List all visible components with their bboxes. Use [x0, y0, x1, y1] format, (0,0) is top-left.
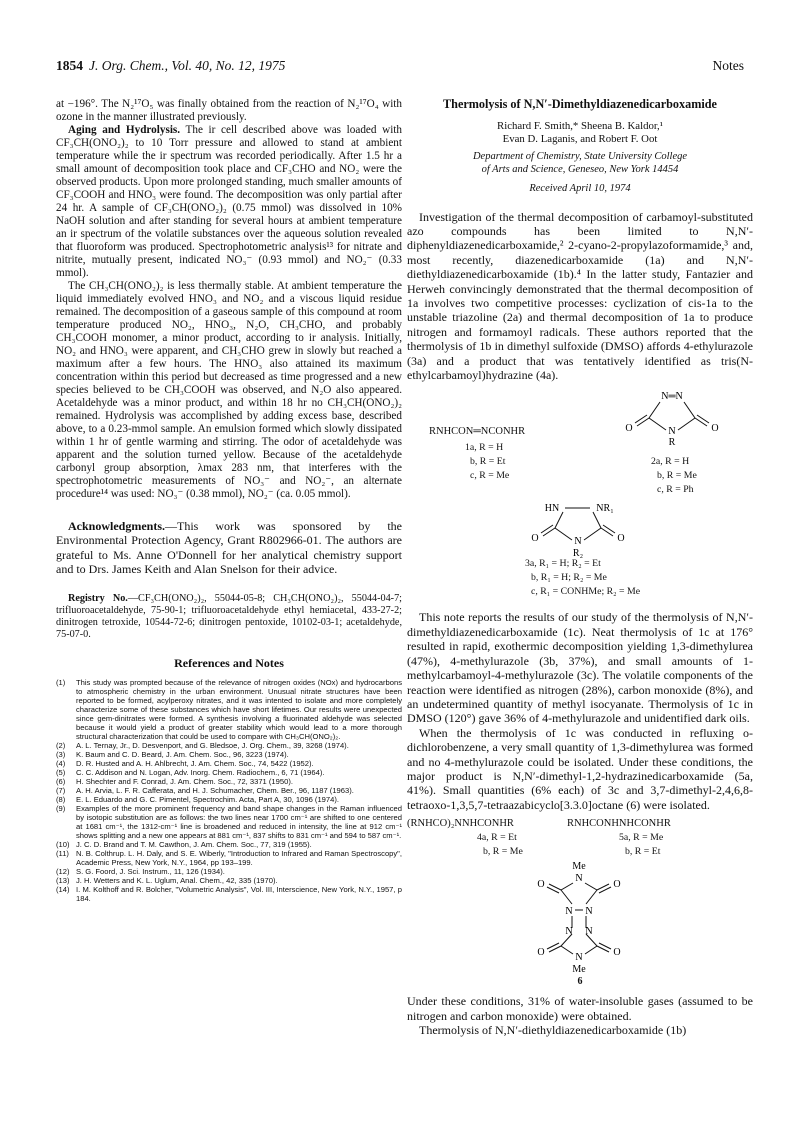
bicyclic-n-low-left: N [565, 926, 573, 938]
triazoline-nn: N═N [661, 391, 683, 403]
reference-number: (5) [56, 767, 66, 777]
bicyclic-o-bottom-left: O [537, 947, 545, 959]
aging-heading: Aging and Hydrolysis. [68, 124, 181, 136]
urazole-structure [525, 498, 635, 560]
bicyclic-n-bottom: N [575, 952, 583, 964]
reference-text: J. H. Wetters and K. L. Uglum, Anal. Chem., 42, 335 (1970). [76, 875, 278, 885]
reference-text: E. L. Eduardo and G. C. Pimentel, Spectrochim. Acta, Part A, 30, 1096 (1974). [76, 794, 339, 804]
triazoline-r: R [668, 437, 676, 449]
bicyclic-n-mid-right: N [585, 906, 593, 918]
reference-item [56, 849, 402, 867]
bicyclic-o-top-left: O [537, 879, 545, 891]
ack-heading: Acknowledgments. [68, 519, 166, 533]
registry-numbers [56, 593, 402, 642]
structures-4-6 [407, 818, 753, 976]
dichlorobenzene-paragraph: When the thermolysis of 1c was conducted in refluxing o-dichlorobenzene, a very small quantity of 1,3-dimethylurea was formed and no 4-methylurazole could be isolated. Under these conditions, the major product is N,N′-dimethyl-1,2-hydrazinedicarboxamide (5a, 41%). Small quantities (6% each) of 3c and 3,7-dimethyl-2,4,6,8-tetraoxo-1,3,5,7-tetraazabicyclo[3.3.0]octane (6) were isolated. [407, 725, 753, 812]
ack-text: —This work was sponsored by the Environmental Protection Agency, Grant R802966-01. The authors are grateful to Ms. Anne O'Donnell for her analytical chemistry support and to Drs. James Keith and Alan Snelson for their advice. [56, 519, 402, 577]
bicyclic-me-top: Me [572, 861, 586, 873]
reference-text: J. C. D. Brand and T. M. Cawthon, J. Am. Chem. Soc., 77, 319 (1955). [76, 839, 312, 849]
urazole-n: N [574, 536, 582, 548]
aging-text: The ir cell described above was loaded with CF₃CH(ONO₂)₂ to 10 Torr pressure and allowed to stand at ambient temperature while the ir spectrum was recorded periodically. After 1.5 hr a small amount of decomposition took place and CF₃CHO and NO₂ were the observed products. Upon more prolonged standing, much smaller amounts of CF₃COOH and HNO₃ were found. The decomposition was only partial after 24 hr. A sample of CF₃CH(ONO₂)₂ (0.75 mmol) was dissolved in 10% NaOH solution and after standing for several hours at ambient temperature an ir spectrum of the volatile substances over the aqueous solution revealed that fluoroform was produced. Spectrophotometric analysis¹³ for nitrate and nitrite, mutually present, indicated NO₃⁻ (0.93 mmol) and NO₂⁻ (0.33 mmol). [56, 124, 403, 279]
urazole-o-left: O [531, 533, 539, 545]
reference-text: A. H. Arvia, L. F. R. Cafferata, and H. J. Schumacher, Chem. Ber., 96, 1187 (1963). [76, 785, 354, 795]
gases-paragraph: Under these conditions, 31% of water-insoluble gases (assumed to be nitrogen and carbon monoxide) were obtained. [407, 994, 753, 1023]
reference-text: D. R. Husted and A. H. Ahlbrecht, J. Am. Chem. Soc., 74, 5422 (1952). [76, 758, 314, 768]
reference-item [56, 759, 402, 768]
authors-line-2: Evan D. Laganis, and Robert F. Oot [502, 132, 658, 145]
reference-item [56, 804, 402, 840]
reference-item [56, 867, 402, 876]
reference-number: (12) [56, 866, 70, 876]
reference-number: (13) [56, 875, 70, 885]
structures-1-3 [407, 386, 753, 596]
reference-item [56, 885, 402, 903]
journal-citation: J. Org. Chem., Vol. 40, No. 12, 1975 [89, 58, 286, 73]
triazoline-structure [617, 386, 727, 448]
reference-item [56, 840, 402, 849]
reference-item [56, 795, 402, 804]
reference-text: K. Baum and C. D. Beard, J. Am. Chem. Soc., 96, 3223 (1974). [76, 749, 289, 759]
reference-item [56, 741, 402, 750]
label-2c: c, R = Ph [657, 484, 694, 496]
urazole-hn: HN [544, 503, 560, 515]
reference-text: A. L. Ternay, Jr., D. Desvenport, and G. Bledsoe, J. Org. Chem., 39, 3268 (1974). [76, 740, 349, 750]
reference-number: (14) [56, 884, 70, 894]
left-column [56, 98, 402, 903]
label-4a: 4a, R = Et [477, 832, 517, 844]
label-5a: 5a, R = Me [619, 832, 664, 844]
reference-item [56, 786, 402, 795]
paragraph-aging [56, 124, 402, 280]
references-title: References and Notes [174, 656, 284, 671]
reference-number: (6) [56, 776, 66, 786]
reference-number: (1) [56, 677, 66, 687]
reference-number: (11) [56, 848, 69, 858]
reference-number: (10) [56, 839, 70, 849]
reference-text: This study was prompted because of the relevance of nitrogen oxides (NOx) and hydrocarbons to atmospheric chemistry in the urban environment. Unusual nitrate structures have been reported to be formed, acylperoxy nitrates, and it was intented to isolate and more completely characterize some of these substances which have short lifetimes. Our results were unexpected since gem-dinitrates were formed. A synthesis involving a fluorinated aldehyde was selected because it would yield a product of greater stability which would lead to a more thorough structural characterization that could be used to compare with CH₃CH(ONO₂)₂. [76, 677, 402, 741]
received-date: Received April 10, 1974 [529, 183, 631, 195]
right-column [407, 98, 753, 1038]
reference-text: I. M. Kolthoff and R. Bolcher, "Volumetric Analysis", Vol. III, Interscience, New York, N.Y., 1957, p 184. [76, 884, 402, 903]
bicyclic-n-low-right: N [585, 926, 593, 938]
intro-paragraph: Investigation of the thermal decomposition of carbamoyl-substituted azo compounds has been limited to N,N′-diphenyldiazenedicarboxamide,² 2-cyano-2-propylazoformamide,³ and, most recently, diazenedicarboxamide (1a) and N,N′-diethyldiazenedicarboxamide (1b).⁴ In the latter study, Fantazier and Herweh convincingly demonstrated that the thermal decomposition of 1a involves two competitive processes: cyclization of cis-1a to the unstable triazoline (2a) and thermal decomposition of 1a to produce nitrogen and formamoyl radicals. These authors reported that the thermolysis of 1b in dimethyl sulfoxide (DMSO) affords 4-ethylurazole (3a) and a product that was tentatively identified as tris(N-ethylcarbamoyl)hydrazine (4a). [407, 209, 753, 383]
label-3a: 3a, R₁ = H; R₂ = Et [525, 558, 601, 570]
reference-item [56, 777, 402, 786]
page-number: 1854 [56, 58, 83, 73]
reference-item [56, 876, 402, 885]
triazoline-o-right: O [711, 423, 719, 435]
formula-4: (RNHCO)₂NNHCONHR [407, 818, 514, 830]
bicyclic-n-mid-left: N [565, 906, 573, 918]
label-1b: b, R = Et [470, 456, 506, 468]
reference-text: S. G. Foord, J. Sci. Instrum., 11, 126 (1934). [76, 866, 225, 876]
reference-text: C. C. Addison and N. Logan, Adv. Inorg. Chem. Radiochem., 6, 71 (1964). [76, 767, 325, 777]
triazoline-o-left: O [625, 423, 633, 435]
bicyclic-n-top: N [575, 873, 583, 885]
label-1a: 1a, R = H [465, 442, 504, 454]
registry-text: —CF₃CH(ONO₂)₂, 55044-05-8; CH₃CH(ONO₂)₂, 55044-04-7; trifluoroacetaldehyde, 75-90-1; trifluoroacetaldehyde ethyl hemiacetal, 433-27-2; dinitrogen tetroxide, 10544-72-6; dinitrogen pentoxide, 10102-03-1; acetaldehyde, 75-07-0. [56, 592, 402, 641]
article-title: Thermolysis of N,N′-Dimethyldiazenedicarboxamide [443, 97, 717, 111]
label-1c: c, R = Me [470, 470, 510, 482]
reference-item [56, 678, 402, 741]
formula-1: RNHCON═NCONHR [429, 426, 526, 438]
reference-number: (2) [56, 740, 66, 750]
reference-item [56, 750, 402, 759]
authors-line-1: Richard F. Smith,* Sheena B. Kaldor,¹ [497, 120, 663, 133]
triazoline-n: N [668, 426, 676, 438]
reference-number: (3) [56, 749, 66, 759]
reference-text: N. B. Colthrup. L. H. Daly, and S. E. Wiberly, "Introduction to Infrared and Raman Spectroscopy", Academic Press, New York, N.Y., 1964, pp 193–199. [76, 848, 402, 867]
reference-item [56, 768, 402, 777]
bicyclic-o-bottom-right: O [613, 947, 621, 959]
reference-number: (8) [56, 794, 66, 804]
reference-text: H. Shechter and F. Conrad, J. Am. Chem. Soc., 72, 3371 (1950). [76, 776, 293, 786]
affiliation-line-1: Department of Chemistry, State University College [472, 151, 688, 163]
bicyclic-structure-6 [529, 860, 629, 976]
paragraph-ozone: at −196°. The N₂¹⁷O₅ was finally obtained from the reaction of N₂¹⁷O₄ with ozone in the manner illustrated previously. [56, 98, 402, 123]
final-paragraph-start: Thermolysis of N,N′-diethyldiazenedicarboxamide (1b) [419, 1023, 687, 1038]
reference-number: (9) [56, 803, 66, 813]
bicyclic-me-bottom: Me [572, 964, 586, 976]
bicyclic-o-top-right: O [613, 879, 621, 891]
urazole-r2: R₂ [572, 548, 584, 560]
label-3b: b, R₁ = H; R₂ = Me [531, 572, 607, 584]
label-4b: b, R = Me [483, 846, 523, 858]
label-3c: c, R₁ = CONHMe; R₂ = Me [531, 586, 641, 598]
results-paragraph: This note reports the results of our study of the thermolysis of N,N′-dimethyldiazenedicarboxamide (1c). Neat thermolysis of 1c at 176° resulted in rapid, exothermic decomposition yielding 1,3-dimethylurea (47%), 4-methylurazole (3b, 37%), and small amounts of 1-methylcarbamoyl-4-methylurazole (3c). The volatile components of the reaction were identified as nitrogen (28%), carbon monoxide (8%), and an undetermined quantity of methyl isocyanate. Thermolysis of 1c in DMSO (120°) gave 36% of 4-methylurazole and unidentified dark oils. [407, 610, 753, 726]
label-2b: b, R = Me [657, 470, 697, 482]
section-label: Notes [712, 58, 744, 73]
label-2a: 2a, R = H [651, 456, 690, 468]
urazole-nr1: NR₁ [596, 503, 614, 515]
reference-number: (4) [56, 758, 66, 768]
reference-number: (7) [56, 785, 66, 795]
references-list [56, 678, 402, 903]
affiliation-line-2: of Arts and Science, Geneseo, New York 14454 [481, 163, 679, 175]
acknowledgments [56, 519, 402, 577]
registry-heading: Registry No. [68, 592, 128, 604]
label-5b: b, R = Et [625, 846, 661, 858]
running-header [56, 58, 744, 82]
formula-5: RNHCONHNHCONHR [567, 818, 671, 830]
urazole-o-right: O [617, 533, 625, 545]
paragraph-ch3: The CH₃CH(ONO₂)₂ is less thermally stable. At ambient temperature the liquid immediately evolved HNO₃ and NO₂ and a viscous liquid residue remained. The decomposition of a gaseous sample of this compound at room temperature produced NO₂, HNO₃, N₂O, CH₃CHO, and probably CH₃COOH monomer, a minor product, according to ir analysis. Initially, NO₂ and HNO₃ were apparent, and CH₃CHO grew in slowly but reached a maximum after a few hours. The HNO₃ also attained its maximum concentration within this period but decreased as time progressed and a new species believed to be CH₃COOH was observed, and N₂O also appeared. Acetaldehyde was a minor product, and within 18 hr no CH₃CH(ONO₂)₂ remained. Hydrolysis was accomplished by adding excess base, described above, to a 0.23-mmol sample. An emulsion formed which slowly dissipated within 1 hr of gentle warming and stirring. The odor of acetaldehyde was apparent and the solution turned yellow. Because of the acetaldehyde carbonyl group absorption, λmax 283 nm, that interferes with the spectrophotometric measurements of NO₃⁻ and NO₂⁻, an alternate procedure¹⁴ was used: NO₃⁻ (0.38 mmol), NO₂⁻ (ca. 0.05 mmol). [56, 280, 402, 500]
label-6: 6 [577, 976, 583, 988]
reference-text: Examples of the more prominent frequency and band shape changes in the Raman influenced by isotopic substitution are as follows: the two lines near 1700 cm⁻¹ are shifted to one centered at 1681 cm⁻¹, the 1312-cm⁻¹ line is broadened and reduced in intensity, the line at 912 cm⁻¹ shows splitting and a new one appears at 881 cm⁻¹, 837 shifts to 831 cm⁻¹ and 594 to 587 cm⁻¹. [76, 803, 402, 840]
